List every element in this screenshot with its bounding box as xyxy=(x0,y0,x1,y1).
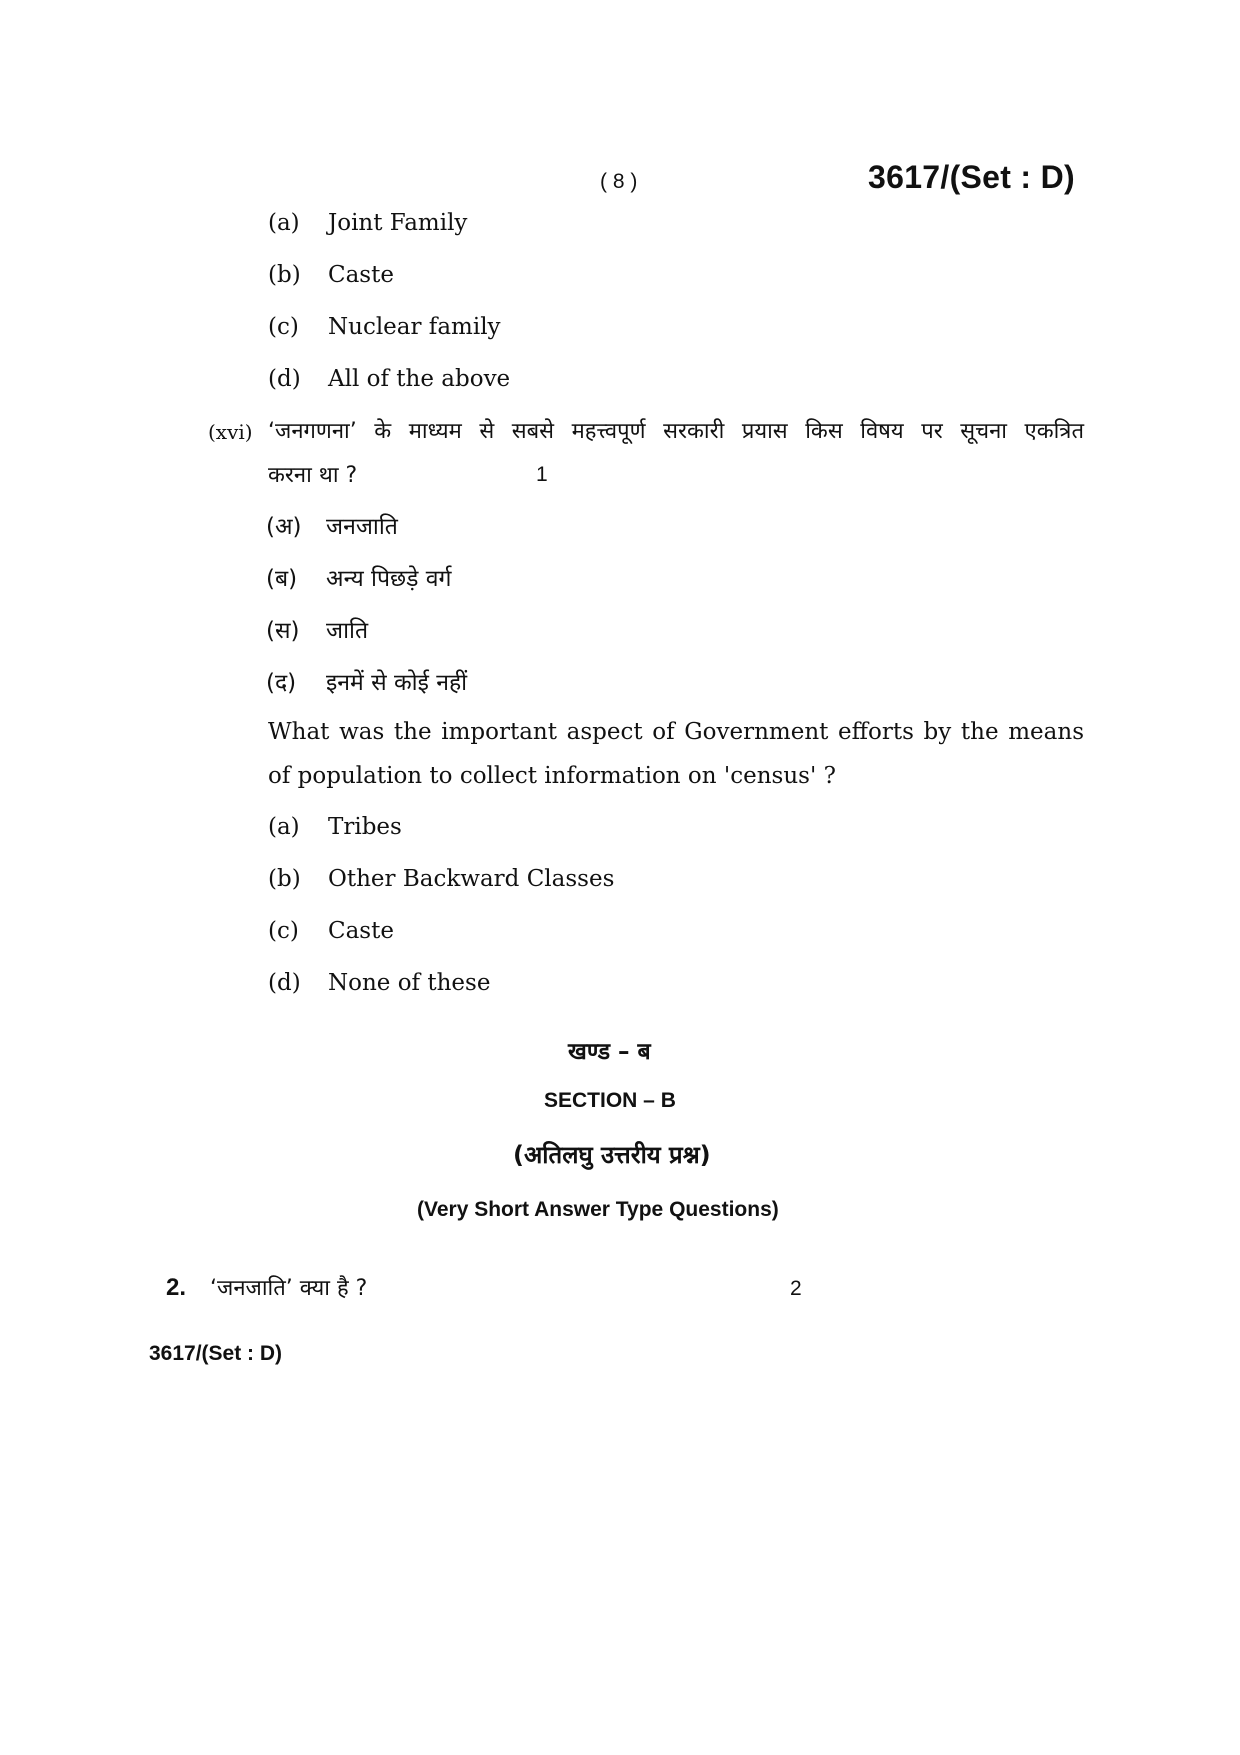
question-english-text xyxy=(268,710,1084,798)
option-text: जनजाति xyxy=(326,514,398,540)
option-label: (ब) xyxy=(266,566,298,592)
option-label: (d) xyxy=(268,970,301,996)
section-subtitle-hindi: (अतिलघु उत्तरीय प्रश्न) xyxy=(513,1141,711,1169)
option-label: (a) xyxy=(268,210,300,236)
option-label: (a) xyxy=(268,814,300,840)
question-english-line-1: What was the important aspect of Government efforts by the means xyxy=(268,719,1084,745)
option-label: (b) xyxy=(268,262,301,288)
option-text: Other Backward Classes xyxy=(328,866,615,892)
question-2-number: 2. xyxy=(166,1274,187,1301)
question-english-line-2: of population to collect information on 'census' ? xyxy=(268,763,836,789)
option-text: Tribes xyxy=(328,814,402,840)
paper-code-header: 3617/(Set : D) xyxy=(868,159,1075,195)
option-label: (द) xyxy=(266,670,297,696)
option-text: जाति xyxy=(326,618,369,644)
section-subtitle-english: (Very Short Answer Type Questions) xyxy=(417,1198,779,1221)
option-text: All of the above xyxy=(328,366,511,392)
option-text: अन्य पिछड़े वर्ग xyxy=(326,566,452,592)
question-2-text: ‘जनजाति’ क्या है ? xyxy=(210,1276,368,1301)
question-hindi-line-1: ‘जनगणना’ के माध्यम से सबसे महत्त्वपूर्ण सरकारी प्रयास किस विषय पर सूचना एकत्रित xyxy=(268,419,1084,444)
section-title-english: SECTION – B xyxy=(544,1089,676,1112)
option-label: (d) xyxy=(268,366,301,392)
option-text: Nuclear family xyxy=(328,314,501,340)
option-label: (c) xyxy=(268,314,299,340)
option-label: (स) xyxy=(266,618,300,644)
page-number: ( 8 ) xyxy=(600,170,638,193)
option-text: Caste xyxy=(328,918,394,944)
question-hindi-line-2: करना था ? xyxy=(268,463,358,488)
option-text: Joint Family xyxy=(328,210,468,236)
option-text: इनमें से कोई नहीं xyxy=(326,670,468,696)
paper-code-footer: 3617/(Set : D) xyxy=(149,1342,283,1365)
option-label: (अ) xyxy=(266,514,302,540)
option-text: Caste xyxy=(328,262,394,288)
question-number: (xvi) xyxy=(208,420,253,444)
question-2-marks: 2 xyxy=(790,1277,802,1300)
section-title-hindi: खण्ड – ब xyxy=(568,1039,651,1065)
option-label: (b) xyxy=(268,866,301,892)
option-label: (c) xyxy=(268,918,299,944)
question-marks: 1 xyxy=(536,463,548,486)
option-text: None of these xyxy=(328,970,491,996)
